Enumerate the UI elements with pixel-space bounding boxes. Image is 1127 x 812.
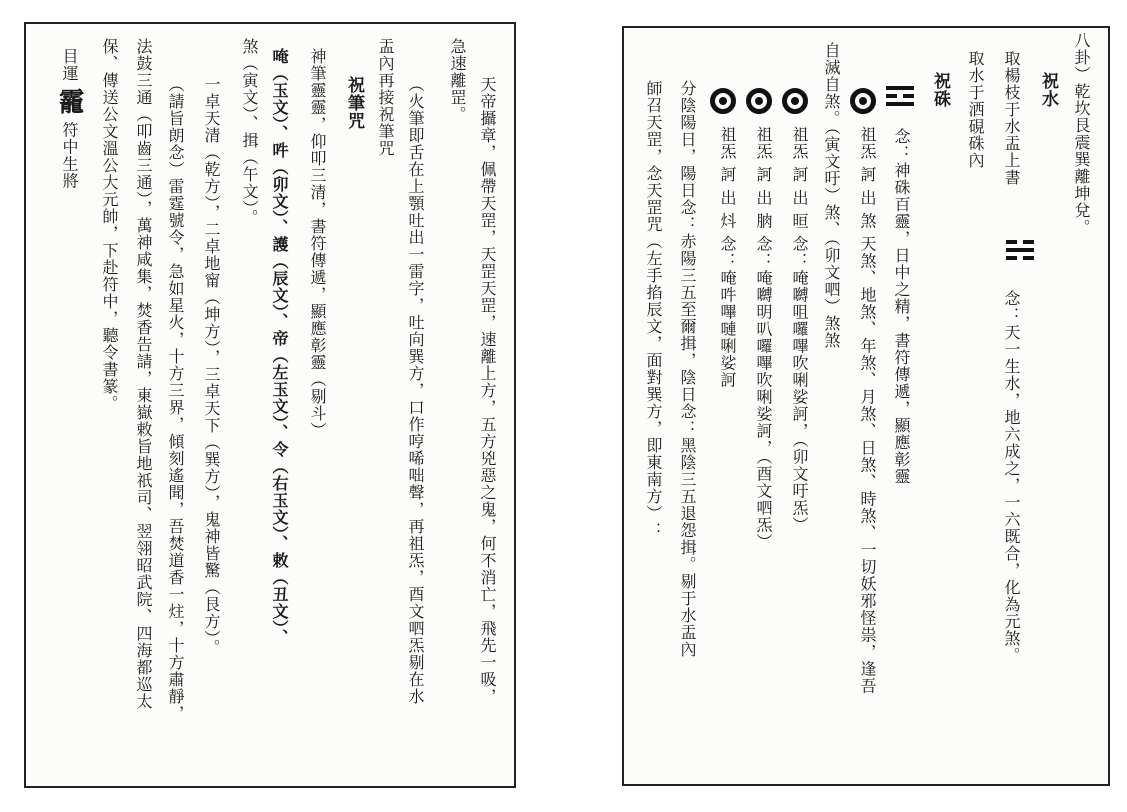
text-column: 祖炁 訶 出 朒 念：唵嚩明叭囉嗶吹唎娑訶，（酉文呬炁） [754,126,773,551]
text-column: 師召天罡，念天罡咒（左手掐辰文，面對巽方，即東南方）： [644,80,663,539]
left-page [24,22,516,788]
text-column: 八卦）乾坎艮震巽離坤兌。 [1072,32,1091,236]
section-heading: 祝筆咒 [344,76,364,130]
text-column: 祖炁 訶 出 煞 天煞、地煞、年煞、月煞、日煞、時煞、一切妖邪怪祟，逢吾 [858,126,877,695]
text-column [1001,50,1022,186]
sun-symbol-icon [746,88,772,114]
text-column: （請旨朗念）雷霆號令，急如星火，十方三界，傾刻遙聞，吾焚道香一炷，十方肅靜， [166,76,185,722]
text-column: 天帝攝章，佩帶天罡，天罡天罡，速離上方，五方兇惡之鬼，何不消亡，飛先一吸， [478,76,497,705]
text-column: 法鼓三通（叩齒三通），萬神咸集，焚香告請，東嶽敕旨地祇司、翌翎昭武院、四海都巡太 [134,38,153,710]
right-page [622,26,1110,786]
sun-symbol-icon [782,88,808,114]
text-column [54,48,84,189]
text-column: 保、傳送公文溫公大元帥，下赴符中，聽令書篆。 [100,38,119,412]
text-column: 分陰陽日，陽日念：赤陽三五至爾揖，陰日念：黑陰三五退怨揖。剔于水盂內 [678,80,697,658]
text-column: （火筆即舌在上顎吐出一雷字，吐向巽方，口作哼唏咄聲，再祖炁，酉文呬炁剔在水 [406,76,425,705]
text-column: 唵（玉文）、吽（卯文）、護（辰文）、帝（左玉文）、令（右玉文）、敕（丑文）、 [270,48,289,646]
text-column: 煞（寅文）、揖（午文）。 [240,38,259,226]
text-column: 自滅自煞。（寅文吁）煞、（卯文呬）煞煞 [822,42,841,349]
text-column: 念：天一生水，地六成之，一六既合，化為元煞。 [1002,290,1021,664]
text-column: 念：神硃百靈，日中之精，書符傳遞，顯應彰靈 [892,128,911,485]
section-heading: 祝硃 [930,72,950,108]
sun-symbol-icon [710,88,736,114]
text-segment: 符中生將 [60,121,79,190]
text-column: 取水于洒硯硃內 [966,50,985,169]
text-column: 盂內再接祝筆咒 [376,38,395,157]
section-heading: 祝水 [1038,72,1058,108]
talisman-glyph: 靇 [54,88,84,116]
sun-symbol-icon [850,88,876,114]
text-column: 祖炁 訶 出 晅 念：唵嚩咀囉嗶吹唎娑訶，（卯文吁炁） [790,126,809,534]
text-column: 一卓天清（乾方），二卓地甯（坤方），三卓天下（巽方），鬼神皆驚（艮方）。 [202,76,221,656]
text-column: 神筆靈靈，仰叩三清，書符傳遞，顯應彰靈（剔斗） [308,48,327,439]
text-segment: 取楊枝于水盂上書 [1002,50,1021,186]
text-column: 祖炁 訶 出 炓 念：唵吽嗶嗹唎娑訶 [718,126,737,389]
trigram-icon [1006,240,1034,264]
text-segment: 目運 [60,48,79,82]
text-column: 急速離罡。 [448,38,467,123]
trigram-icon [886,86,914,110]
